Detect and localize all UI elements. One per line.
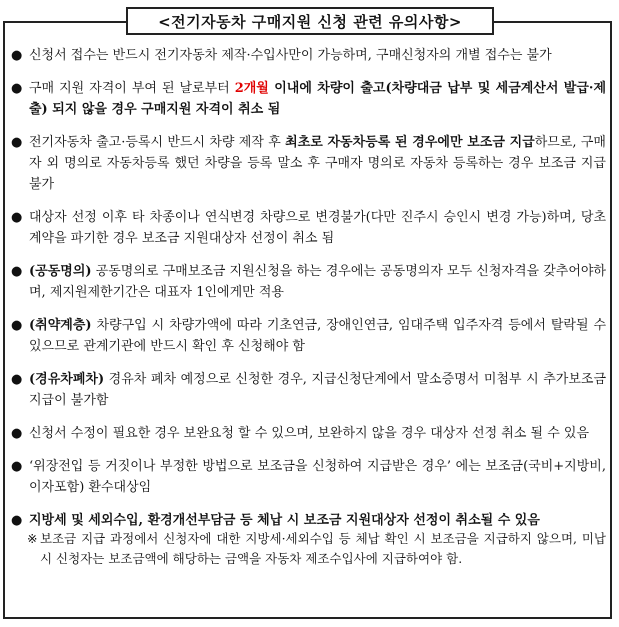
bullet-icon: ● — [11, 459, 23, 474]
item-bold-text: 이내에 차량이 출고(차량대금 납부 및 세금계산서 발급·제출) 되지 않을 경우 구매지원 자격이 취소 됨 — [29, 81, 606, 117]
bullet-icon: ● — [11, 264, 23, 279]
list-item — [10, 45, 606, 66]
notice-list — [10, 45, 606, 569]
bullet-icon: ● — [11, 513, 23, 528]
list-item — [10, 78, 606, 120]
item-text: 전기자동차 출고·등록시 반드시 차량 제작 후 — [29, 135, 286, 150]
item-bold-text: 지방세 및 세외수입, 환경개선부담금 등 체납 시 보조금 지원대상자 선정이 취소될 수 있음 — [29, 513, 540, 528]
item-text-tail: 차량구입 시 차량가액에 따라 기초연금, 장애인연금, 임대주택 입주자격 등에서 탈락될 수 있으므로 관계기관에 반드시 확인 후 신청해야 함 — [29, 318, 606, 354]
item-text: 신청서 접수는 반드시 전기자동차 제작·수입사만이 가능하며, 구매신청자의 개별 접수는 불가 — [29, 48, 552, 63]
bullet-icon: ● — [11, 372, 23, 387]
item-text-tail: 공동명의로 구매보조금 지원신청을 하는 경우에는 공동명의자 모두 신청자격을 갖추어야하며, 제지원제한기간은 대표자 1인에게만 적용 — [29, 264, 606, 300]
item-text: ‘위장전입 등 거짓이나 부정한 방법으로 보조금을 신청하여 지급받은 경우’ 에는 보조금(국비+지방비, 이자포함) 환수대상임 — [29, 459, 606, 495]
bullet-icon: ● — [11, 48, 23, 63]
item-bold-text: 최초로 자동차등록 된 경우에만 보조금 지급 — [285, 135, 535, 150]
bullet-icon: ● — [11, 81, 23, 96]
item-text-tail: 경유차 폐차 예정으로 신청한 경우, 지급신청단계에서 말소증명서 미첨부 시 추가보조금 지급이 불가함 — [29, 372, 606, 408]
item-text: 구매 지원 자격이 부여 된 날로부터 — [29, 81, 235, 96]
item-text: 대상자 선정 이후 타 차종이나 연식변경 차량으로 변경불가(다만 진주시 승인시 변경 가능)하며, 당초 계약을 파기한 경우 보조금 지원대상자 선정이 취소 됨 — [29, 210, 606, 246]
item-tag: (취약계층) — [29, 318, 92, 333]
list-item — [10, 423, 606, 444]
item-text-tail: 하므로, 구매자 외 명의로 자동차등록 했던 차량을 등록 말소 후 구매자 명의로 자동차 등록하는 경우 보조금 지급 불가 — [29, 135, 606, 192]
bullet-icon: ● — [11, 318, 23, 333]
item-highlight: 2개월 — [234, 81, 269, 96]
page-title: <전기자동차 구매지원 신청 관련 유의사항> — [126, 7, 494, 35]
footnote-text: 보조금 지급 과정에서 신청자에 대한 지방세·세외수입 등 체납 확인 시 보조금을 지급하지 않으며, 미납 시 신청자는 보조금액에 해당하는 금액을 자동차 제조수입사에 지급하여야 함. — [40, 531, 606, 566]
list-item — [10, 315, 606, 357]
bullet-icon: ● — [11, 135, 23, 150]
bullet-icon: ● — [11, 210, 23, 225]
bullet-icon: ● — [11, 426, 23, 441]
list-item — [10, 261, 606, 303]
item-tag: (공동명의) — [29, 264, 92, 279]
footnote — [10, 529, 606, 569]
reference-mark-icon: ※ — [27, 531, 38, 546]
list-item — [10, 510, 606, 531]
item-tag: (경유차폐차) — [29, 372, 105, 387]
list-item — [10, 456, 606, 498]
list-item — [10, 132, 606, 195]
list-item — [10, 207, 606, 249]
item-text: 신청서 수정이 필요한 경우 보완요청 할 수 있으며, 보완하지 않을 경우 대상자 선정 취소 될 수 있음 — [29, 426, 590, 441]
list-item — [10, 369, 606, 411]
